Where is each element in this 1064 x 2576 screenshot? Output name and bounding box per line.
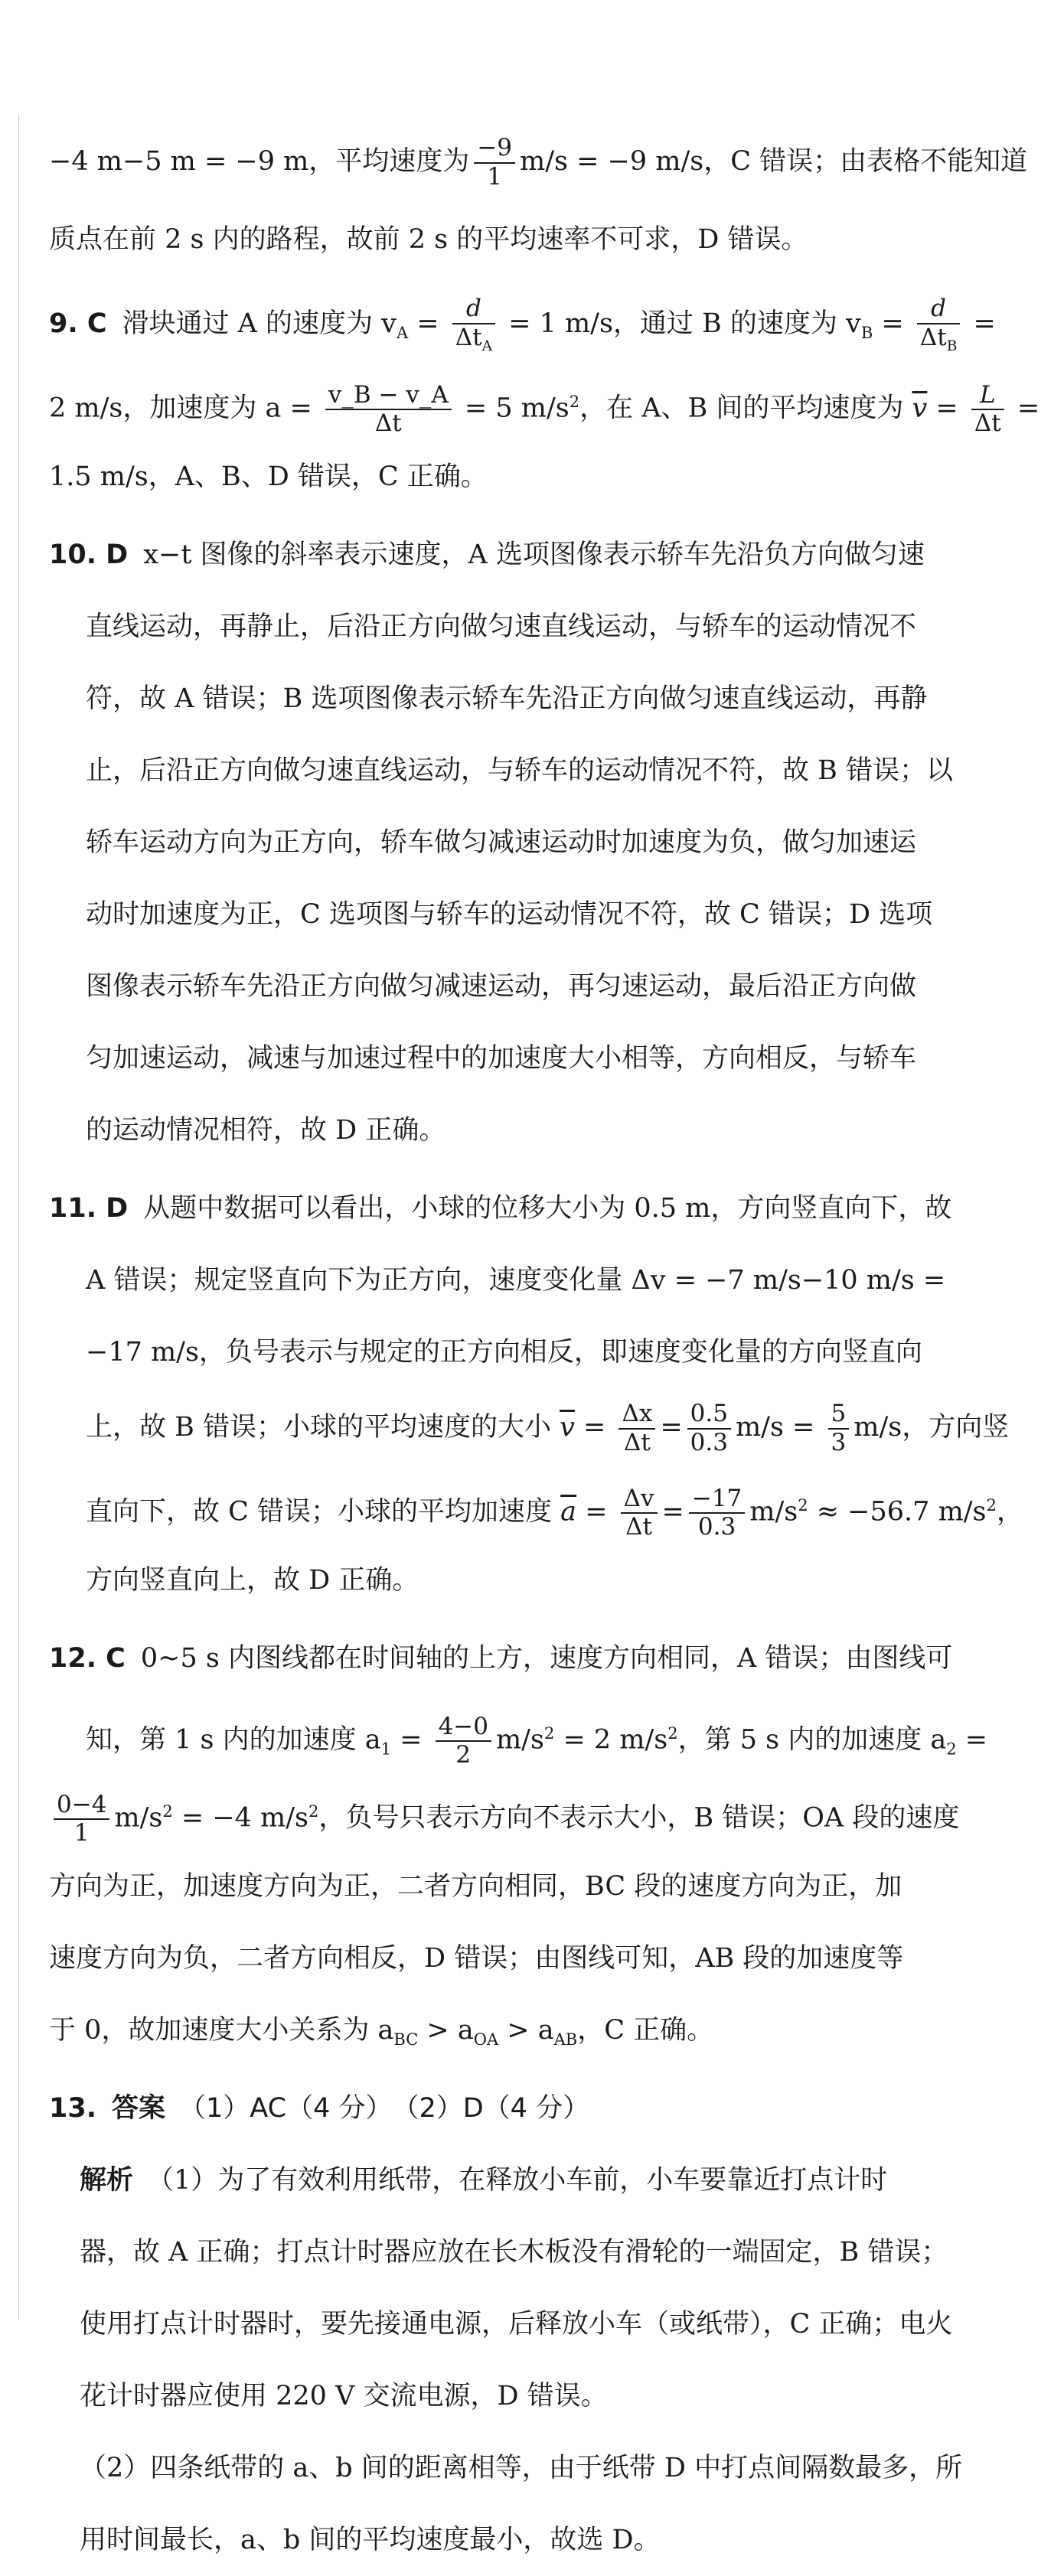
q12-text: 于 0，故加速度大小关系为 a [49, 2015, 394, 2046]
superscript: 2 [162, 1802, 173, 1821]
q12-text: = [390, 1724, 431, 1756]
fraction-denominator: Δt [455, 323, 482, 351]
q11-line-3: −17 m/s，负号表示与规定的正方向相反，即速度变化量的方向竖直向 [86, 1337, 922, 1368]
q11-text: ≈ −56.7 m/s [808, 1496, 987, 1528]
answer-document [49, 122, 1040, 2576]
fraction-denominator: Δt [919, 323, 947, 351]
q9-text: 2 m/s，加速度为 a = [49, 393, 321, 424]
q10-line: 止，后沿正方向做匀速直线运动，与轿车的运动情况不符，故 B 错误；以 [86, 755, 953, 786]
q9-text: 滑块通过 A 的速度为 v [122, 308, 397, 339]
q10-line: 的运动情况相符，故 D 正确。 [86, 1115, 446, 1146]
q13-analysis-line: 花计时器应使用 220 V 交流电源，D 错误。 [80, 2381, 608, 2411]
subscript: A [396, 324, 409, 342]
fraction-numerator: −9 [474, 135, 515, 164]
q13-answer-line [49, 2072, 1021, 2144]
q12-text: ，C 正确。 [577, 2015, 714, 2046]
superscript: 2 [986, 1496, 997, 1515]
superscript: 2 [667, 1724, 678, 1743]
fraction-numerator: Δx [618, 1400, 655, 1430]
superscript: 2 [308, 1802, 319, 1821]
analysis-label: 解析 [80, 2165, 134, 2196]
fraction-denominator: Δt [974, 409, 1001, 438]
q11-line-4: 上，故 B 错误；小球的平均速度的大小 $\overline{v}$ = $\frac{\Delta x}{\Delta t}$ = $\frac{0.5}{0.3}$ m/s = $\frac{5}{3}$ m/s，方向竖 [86, 1399, 1010, 1456]
q11-text: 直向下，故 C 错误；小球的平均加速度 [86, 1496, 561, 1528]
q11-fraction-3 [828, 1400, 850, 1456]
q12-text: 0~5 s 内图线都在时间轴的上方，速度方向相同，A 错误；由图线可 [140, 1643, 953, 1674]
q11-text: 上，故 B 错误；小球的平均速度的大小 [86, 1412, 560, 1443]
q12-line-5: 速度方向为负，二者方向相反，D 错误；由图线可知，AB 段的加速度等 [49, 1943, 904, 1974]
fraction-numerator: 5 [828, 1400, 850, 1430]
q12-line-1 [49, 1622, 1021, 1694]
q9-text: = [964, 308, 996, 339]
fraction-numerator: L [979, 380, 996, 409]
q9-line-1 [49, 285, 1021, 363]
q11-line-2: A 错误；规定竖直向下为正方向，速度变化量 Δv = −7 m/s−10 m/s = [86, 1265, 946, 1296]
fraction-denominator: Δt [623, 1428, 651, 1456]
subscript: B [946, 337, 958, 354]
q12-line-4: 方向为正，加速度方向为正，二者方向相同，BC 段的速度方向为正，加 [49, 1871, 902, 1902]
subscript: OA [473, 2030, 499, 2049]
question-number: 9. C [49, 308, 107, 339]
q11-fraction-1 [618, 1400, 655, 1456]
q8-text: m/s = −9 m/s，C 错误；由表格不能知道 [520, 146, 1028, 177]
q10-line: 动时加速度为正，C 选项图与轿车的运动情况不符，故 C 错误；D 选项 [86, 899, 933, 930]
question-number: 10. D [49, 540, 129, 570]
superscript: 2 [569, 393, 580, 411]
q12-text: ，第 5 s 内的加速度 a [677, 1724, 947, 1756]
q9-text: = [927, 393, 967, 424]
q11-fraction-5 [689, 1485, 745, 1541]
fraction-denominator: 1 [73, 1819, 90, 1847]
fraction-numerator: −17 [689, 1485, 745, 1515]
fraction-denominator: 3 [831, 1428, 847, 1456]
fraction-numerator: 0−4 [54, 1792, 109, 1821]
q11-text: 从题中数据可以看出，小球的位移大小为 0.5 m，方向竖直向下，故 [143, 1193, 952, 1224]
q8-fraction [474, 135, 515, 191]
fraction-numerator: d [465, 294, 481, 322]
subscript: B [860, 324, 873, 342]
q8-text: −4 m−5 m = −9 m，平均速度为 [49, 146, 470, 177]
q12-text: > a [498, 2015, 554, 2046]
q10-line-1 [49, 519, 1021, 591]
q10-line: 轿车运动方向为正方向，轿车做匀减速运动时加速度为负，做匀加速运 [86, 827, 917, 858]
q9-fraction-1 [452, 295, 495, 354]
q9-fraction-3 [325, 382, 452, 438]
q12-text: ，负号只表示方向不表示大小，B 错误；OA 段的速度 [318, 1802, 960, 1834]
answer-text: （1）AC（4 分） （2）D（4 分） [179, 2093, 590, 2124]
q11-fraction-2 [687, 1400, 731, 1456]
fraction-numerator: d [931, 294, 947, 322]
q13-text: （1）为了有效利用纸带，在释放小车前，小车要靠近打点计时 [147, 2165, 888, 2196]
fraction-numerator: Δv [621, 1485, 658, 1515]
q12-text: m/s [114, 1802, 163, 1834]
q10-line: 图像表示轿车先沿正方向做匀减速运动，再匀速运动，最后沿正方向做 [86, 971, 917, 1002]
question-number: 11. D [49, 1193, 129, 1224]
mean-velocity-symbol: $\overline{v}$ [560, 1412, 575, 1443]
q9-line-2 [49, 363, 1040, 441]
fraction-numerator: 4−0 [436, 1714, 491, 1743]
q9-text: = 1 m/s，通过 B 的速度为 v [500, 308, 861, 339]
q13-analysis-line: （2）四条纸带的 a、b 间的距离相等，由于纸带 D 中打点间隔数最多，所 [80, 2453, 963, 2483]
subscript: AB [553, 2030, 578, 2049]
q11-line-1 [49, 1172, 1021, 1244]
q9-text: = [408, 308, 448, 339]
q13-analysis-line-1 [49, 2144, 1021, 2216]
q12-fraction-1 [436, 1714, 491, 1769]
q9-text: = [1008, 393, 1040, 424]
q11-line-5: 直向下，故 C 错误；小球的平均加速度 $\overline{a}$ = $\frac{\Delta v}{\Delta t}$ = $\frac{-17}{0.3}$ $m/s^2 \approx -56.7$ $m/s^2$， [86, 1484, 1023, 1541]
subscript: 1 [380, 1740, 391, 1759]
q12-text: = 2 m/s [554, 1724, 668, 1756]
q8-line-2: 质点在前 2 s 内的路程，故前 2 s 的平均速率不可求，D 错误。 [49, 224, 808, 255]
q11-text: ， [996, 1496, 1023, 1528]
q8-line-1 [49, 122, 1028, 201]
page-margin-rule [18, 115, 19, 2319]
superscript: 2 [798, 1496, 808, 1515]
q10-line: 直线运动，再静止，后沿正方向做匀速直线运动，与轿车的运动情况不 [86, 611, 917, 642]
q10-line: 符，故 A 错误；B 选项图像表示轿车先沿正方向做匀速直线运动，再静 [86, 683, 928, 714]
q13-analysis-line: 用时间最长，a、b 间的平均速度最小，故选 D。 [80, 2525, 661, 2555]
q12-text: 知，第 1 s 内的加速度 a [86, 1724, 381, 1756]
subscript: BC [393, 2030, 419, 2049]
fraction-denominator: Δt [625, 1513, 652, 1541]
superscript: 2 [543, 1724, 555, 1743]
q11-text: = [574, 1412, 615, 1443]
q12-text: > a [418, 2015, 474, 2046]
q10-text: x−t 图像的斜率表示速度，A 选项图像表示轿车先沿负方向做匀速 [143, 540, 925, 570]
fraction-numerator: 0.5 [687, 1400, 731, 1430]
q10-line: 匀加速运动，减速与加速过程中的加速度大小相等，方向相反，与轿车 [86, 1043, 917, 1074]
subscript: 2 [946, 1740, 957, 1759]
q11-fraction-4 [621, 1485, 658, 1541]
subscript: A [481, 337, 493, 354]
q12-text: m/s [495, 1724, 544, 1756]
q9-text: = 5 m/s [455, 393, 570, 424]
q11-text: m/s = [735, 1412, 824, 1443]
fraction-denominator: 2 [455, 1741, 472, 1769]
q11-text: m/s [749, 1496, 798, 1528]
fraction-denominator: 0.3 [690, 1428, 728, 1456]
q13-analysis-line: 使用打点计时器时，要先接通电源，后释放小车（或纸带），C 正确；电火 [80, 2309, 953, 2340]
mean-velocity-symbol: $\overline{v}$ [912, 393, 928, 424]
q11-line-6: 方向竖直向上，故 D 正确。 [86, 1565, 419, 1596]
q12-fraction-2 [54, 1792, 109, 1847]
q9-fraction-4 [971, 382, 1004, 438]
mean-acceleration-symbol: $\overline{a}$ [560, 1496, 577, 1528]
q11-text: = [576, 1496, 616, 1528]
fraction-numerator: v_B − v_A [325, 382, 452, 411]
q9-line-3: 1.5 m/s，A、B、D 错误，C 正确。 [49, 461, 488, 492]
q12-line-2 [49, 1694, 1021, 1772]
q12-text: = −4 m/s [172, 1802, 308, 1834]
fraction-denominator: Δt [374, 409, 402, 438]
fraction-denominator: 1 [487, 162, 503, 191]
q13-analysis-line: 器，故 A 正确；打点计时器应放在长木板没有滑轮的一端固定，B 错误； [80, 2237, 948, 2268]
q12-line-6 [49, 1994, 1021, 2066]
q9-fraction-2 [917, 295, 961, 354]
question-number: 13. [49, 2093, 97, 2124]
answer-label: 答案 [112, 2093, 166, 2124]
q9-text: ，在 A、B 间的平均速度为 [579, 393, 912, 424]
q11-text: m/s，方向竖 [853, 1412, 1010, 1443]
q9-text: = [873, 308, 912, 339]
q12-text: = [956, 1724, 988, 1756]
q12-line-3 [49, 1772, 1021, 1850]
fraction-denominator: 0.3 [697, 1513, 736, 1541]
question-number: 12. C [49, 1643, 126, 1674]
